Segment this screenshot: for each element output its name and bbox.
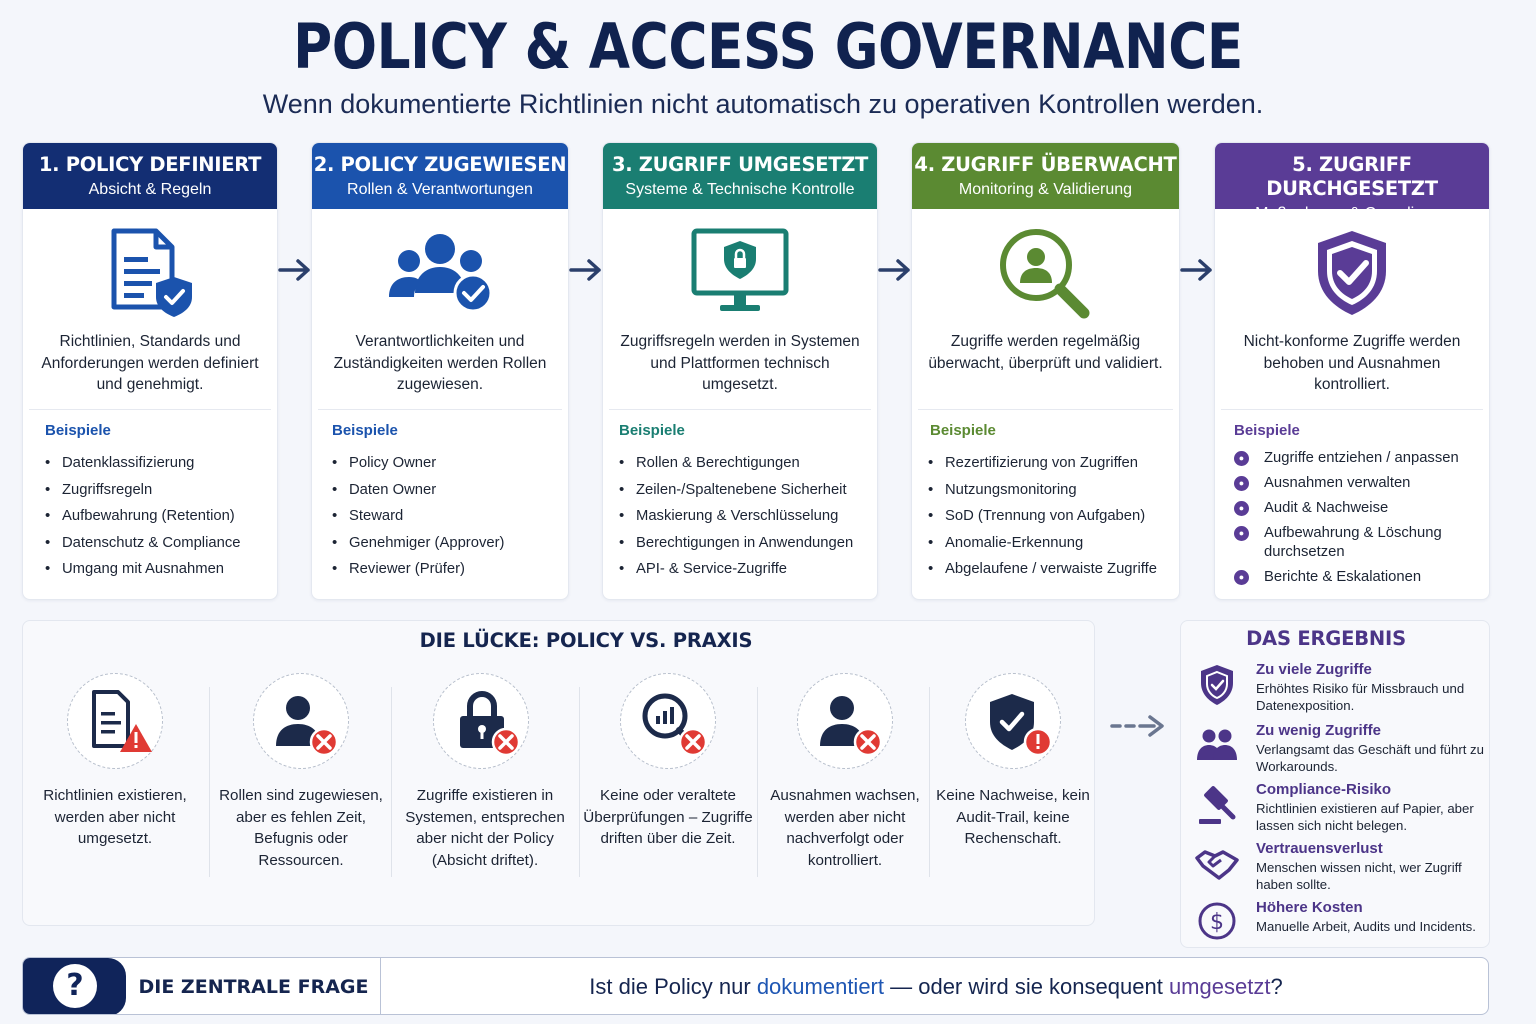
result-title: DAS ERGEBNIS bbox=[1246, 627, 1406, 650]
step-title: 1. POLICY DEFINIERT bbox=[38, 153, 262, 176]
user-error-icon bbox=[253, 673, 349, 769]
step-header-4 bbox=[912, 143, 1179, 209]
step-card-2 bbox=[311, 142, 569, 600]
arrow-right-icon bbox=[569, 256, 603, 284]
list-item: • Datenschutz & Compliance bbox=[45, 530, 240, 557]
gap-section bbox=[22, 620, 1095, 926]
step-title: 3. ZUGRIFF UMGESETZT bbox=[611, 153, 869, 176]
list-item: • Genehmiger (Approver) bbox=[332, 530, 504, 557]
list-item: • Rollen & Berechtigungen bbox=[619, 450, 853, 477]
step-description: Verantwortlichkeiten und Zuständigkeiten werden Rollen zugewiesen. bbox=[333, 333, 547, 393]
result-section bbox=[1180, 620, 1490, 948]
shield-alert-icon bbox=[965, 673, 1061, 769]
divider bbox=[29, 409, 271, 410]
dollar-icon bbox=[1195, 901, 1239, 945]
result-text: Verlangsamt das Geschäft und führt zu Workarounds. bbox=[1256, 742, 1484, 774]
step-header-5 bbox=[1215, 143, 1489, 222]
divider bbox=[1221, 409, 1483, 410]
gap-title: DIE LÜCKE: POLICY VS. PRAXIS bbox=[419, 629, 753, 652]
list-item: ● Aufbewahrung & Löschung durchsetzen bbox=[1234, 524, 1474, 562]
gap-item-3 bbox=[395, 673, 575, 893]
gap-item-5 bbox=[755, 673, 935, 893]
bullet-icon: ● bbox=[1234, 570, 1249, 585]
divider bbox=[918, 409, 1173, 410]
gap-text: Richtlinien existieren, werden aber nicht umgesetzt. bbox=[43, 787, 187, 847]
list-item: • Policy Owner bbox=[332, 450, 504, 477]
list-item: • Datenklassifizierung bbox=[45, 450, 240, 477]
result-heading: Vertrauensverlust bbox=[1256, 840, 1383, 857]
step-subtitle: Monitoring & Validierung bbox=[958, 181, 1133, 198]
step-description: Zugriffe werden regelmäßig überwacht, überprüft und validiert. bbox=[928, 333, 1163, 372]
list-item: ● Ausnahmen verwalten bbox=[1234, 474, 1474, 493]
step-card-1 bbox=[22, 142, 278, 600]
divider bbox=[391, 687, 392, 877]
central-question-bar bbox=[22, 957, 1489, 1015]
shield-check-icon bbox=[1195, 663, 1239, 707]
bullet-icon: ● bbox=[1234, 451, 1249, 466]
gap-item-4 bbox=[578, 673, 758, 893]
step-title: 5. ZUGRIFF DURCHGESETZT bbox=[1266, 153, 1438, 200]
dashed-arrow-right-icon bbox=[1110, 711, 1168, 741]
page-title: POLICY & ACCESS GOVERNANCE bbox=[293, 10, 1243, 83]
shield-check-icon bbox=[1215, 227, 1489, 319]
arrow-right-icon bbox=[278, 256, 312, 284]
list-item: • SoD (Trennung von Aufgaben) bbox=[928, 503, 1157, 530]
step-description: Richtlinien, Standards und Anforderungen werden definiert und genehmigt. bbox=[41, 333, 259, 393]
user-error-icon bbox=[797, 673, 893, 769]
gap-item-2 bbox=[211, 673, 391, 893]
step-header-3 bbox=[603, 143, 877, 209]
list-item: • Reviewer (Prüfer) bbox=[332, 556, 504, 583]
divider bbox=[209, 687, 210, 877]
examples-label: Beispiele bbox=[45, 422, 111, 439]
bullet-icon: ● bbox=[1234, 476, 1249, 491]
examples-list bbox=[928, 450, 1157, 583]
examples-list bbox=[1234, 449, 1474, 593]
examples-label: Beispiele bbox=[332, 422, 398, 439]
list-item: ● Berichte & Eskalationen bbox=[1234, 568, 1474, 587]
divider bbox=[318, 409, 562, 410]
result-heading: Höhere Kosten bbox=[1256, 899, 1363, 916]
list-item: • API- & Service-Zugriffe bbox=[619, 556, 853, 583]
step-card-4 bbox=[911, 142, 1180, 600]
list-item: • Umgang mit Ausnahmen bbox=[45, 556, 240, 583]
highlight-documented: dokumentiert bbox=[756, 974, 884, 999]
step-title: 4. ZUGRIFF ÜBERWACHT bbox=[914, 153, 1177, 176]
question-label: DIE ZENTRALE FRAGE bbox=[127, 958, 381, 1014]
question-icon: ? bbox=[53, 964, 97, 1008]
list-item: • Zeilen-/Spaltenebene Sicherheit bbox=[619, 477, 853, 504]
gap-item-6 bbox=[923, 673, 1103, 893]
list-item: ● Audit & Nachweise bbox=[1234, 499, 1474, 518]
step-description: Zugriffsregeln werden in Systemen und Plattformen technisch umgesetzt. bbox=[620, 333, 860, 393]
step-subtitle: Maßnahmen & Compliance bbox=[1255, 205, 1449, 222]
gap-text: Rollen sind zugewiesen, aber es fehlen Zeit, Befugnis oder Ressourcen. bbox=[219, 787, 383, 869]
gap-text: Keine oder veraltete Überprüfungen – Zugriffe driften über die Zeit. bbox=[583, 787, 753, 847]
monitor-lock-icon bbox=[603, 227, 877, 319]
arrow-right-icon bbox=[1180, 256, 1214, 284]
step-subtitle: Absicht & Regeln bbox=[88, 181, 212, 198]
result-text: Richtlinien existieren auf Papier, aber lassen sich nicht belegen. bbox=[1256, 801, 1474, 833]
handshake-icon bbox=[1195, 842, 1239, 886]
list-item: • Anomalie-Erkennung bbox=[928, 530, 1157, 557]
list-item: • Steward bbox=[332, 503, 504, 530]
step-card-3 bbox=[602, 142, 878, 600]
highlight-enforced: umgesetzt bbox=[1168, 974, 1271, 999]
users-check-icon bbox=[312, 227, 568, 319]
page-subtitle: Wenn dokumentierte Richtlinien nicht automatisch zu operativen Kontrollen werden. bbox=[262, 89, 1264, 119]
examples-list bbox=[332, 450, 504, 583]
list-item: • Aufbewahrung (Retention) bbox=[45, 503, 240, 530]
step-header-2 bbox=[312, 143, 568, 209]
examples-list bbox=[619, 450, 853, 583]
examples-label: Beispiele bbox=[619, 422, 685, 439]
step-description: Nicht-konforme Zugriffe werden behoben und Ausnahmen kontrolliert. bbox=[1243, 333, 1461, 393]
list-item: • Abgelaufene / verwaiste Zugriffe bbox=[928, 556, 1157, 583]
bullet-icon: ● bbox=[1234, 526, 1249, 541]
document-warning-icon bbox=[67, 673, 163, 769]
list-item: • Nutzungsmonitoring bbox=[928, 477, 1157, 504]
magnifier-user-icon bbox=[912, 227, 1179, 319]
users-icon bbox=[1195, 724, 1239, 768]
result-text: Menschen wissen nicht, wer Zugriff haben sollte. bbox=[1256, 860, 1462, 892]
chart-search-error-icon bbox=[620, 673, 716, 769]
result-heading: Zu wenig Zugriffe bbox=[1256, 722, 1381, 739]
bullet-icon: ● bbox=[1234, 501, 1249, 516]
gap-text: Ausnahmen wachsen, werden aber nicht nachverfolgt oder kontrolliert. bbox=[770, 787, 920, 869]
list-item: • Maskierung & Verschlüsselung bbox=[619, 503, 853, 530]
list-item: • Daten Owner bbox=[332, 477, 504, 504]
gap-text: Keine Nachweise, kein Audit-Trail, keine Rechenschaft. bbox=[936, 787, 1090, 847]
examples-label: Beispiele bbox=[930, 422, 996, 439]
list-item: ● Zugriffe entziehen / anpassen bbox=[1234, 449, 1474, 468]
svg-text:$: $ bbox=[1210, 910, 1224, 935]
list-item: • Berechtigungen in Anwendungen bbox=[619, 530, 853, 557]
gap-item-1 bbox=[25, 673, 205, 893]
examples-label: Beispiele bbox=[1234, 422, 1300, 439]
result-heading: Compliance-Risiko bbox=[1256, 781, 1392, 798]
document-shield-icon bbox=[23, 227, 277, 319]
result-text: Manuelle Arbeit, Audits und Incidents. bbox=[1256, 919, 1476, 934]
result-text: Erhöhtes Risiko für Missbrauch und Datenexposition. bbox=[1256, 681, 1465, 713]
list-item: • Rezertifizierung von Zugriffen bbox=[928, 450, 1157, 477]
divider bbox=[609, 409, 871, 410]
step-subtitle: Rollen & Verantwortungen bbox=[347, 181, 533, 198]
arrow-right-icon bbox=[878, 256, 912, 284]
lock-error-icon bbox=[433, 673, 529, 769]
question-text: Ist die Policy nur dokumentiert — oder wird sie konsequent umgesetzt? bbox=[589, 974, 1283, 999]
list-item: • Zugriffsregeln bbox=[45, 477, 240, 504]
step-card-5 bbox=[1214, 142, 1490, 600]
result-heading: Zu viele Zugriffe bbox=[1256, 661, 1372, 678]
gavel-icon bbox=[1195, 783, 1239, 827]
step-subtitle: Systeme & Technische Kontrolle bbox=[625, 181, 855, 198]
question-badge bbox=[23, 958, 126, 1015]
step-header-1 bbox=[23, 143, 277, 209]
examples-list bbox=[45, 450, 240, 583]
step-title: 2. POLICY ZUGEWIESEN bbox=[313, 153, 567, 176]
gap-text: Zugriffe existieren in Systemen, entsprechen aber nicht der Policy (Absicht driftet). bbox=[405, 787, 565, 869]
